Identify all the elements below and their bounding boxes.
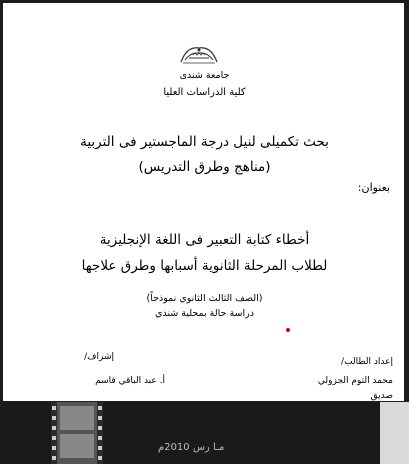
thesis-type: بحث تكميلى لنيل درجة الماجستير فى التربية <box>80 134 329 150</box>
thesis-subtitle-line2: دراسة حالة بمحلية شندي <box>155 308 254 319</box>
title-label: بعنوان: <box>357 181 390 194</box>
supervisor-label: إشراف/ <box>84 352 114 362</box>
university-name: جامعة شندى <box>179 70 230 81</box>
student-name: محمد التوم الجزولي <box>317 376 393 386</box>
thesis-specialization: (مناهج وطرق التدريس) <box>138 159 271 175</box>
film-strip-icon <box>47 402 107 464</box>
faculty-name: كلية الدراسات العليا <box>163 87 246 98</box>
student-name-continued: صديق <box>370 391 393 401</box>
thesis-subtitle-line1: (الصف الثالث الثانوي نموذجاً) <box>146 293 263 304</box>
thesis-title-line2: لطلاب المرحلة الثانوية أسبابها وطرق علاجها <box>81 258 328 274</box>
thesis-title-line1: أخطاء كتابة التعبير فى اللغة الإنجليزية <box>99 232 310 248</box>
supervisor-name: أ. عبد الباقي قاسم <box>95 376 165 386</box>
red-marker-dot <box>286 328 290 332</box>
document-date: مـا رس 2010م <box>158 442 225 453</box>
footer-right-panel <box>380 402 409 464</box>
university-crest-icon <box>177 44 221 66</box>
prepared-by-label: إعداد الطالب/ <box>341 357 393 367</box>
